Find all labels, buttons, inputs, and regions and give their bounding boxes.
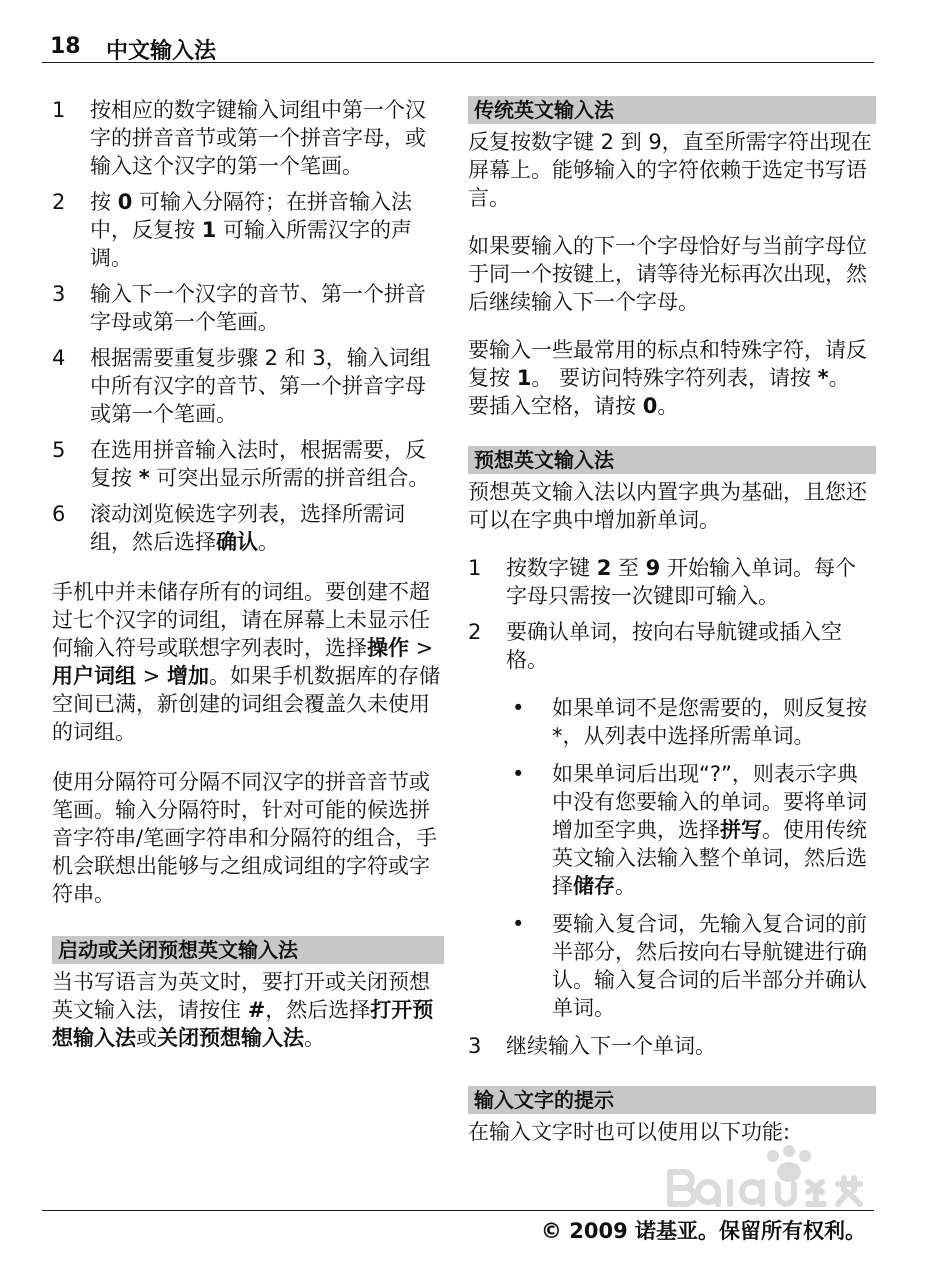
bold-term: #	[247, 998, 266, 1022]
step-number: 4	[52, 346, 66, 370]
step-text	[90, 98, 426, 178]
step-number: 1	[468, 556, 482, 580]
traditional-paragraph-2	[468, 232, 876, 316]
step-text	[90, 438, 429, 490]
list-item	[468, 618, 876, 674]
text-run: 要输入一些最常用的标点和特殊字符，请反复按	[468, 338, 867, 390]
text-run: 手机中并未储存所有的词组。要创建不超过七个汉字的词组，请在屏幕上未显示任何输入符号或联想字列表时，选择	[52, 580, 430, 660]
section-heading-predictive-toggle: 启动或关闭预想英文输入法	[52, 936, 444, 964]
list-item	[52, 344, 444, 428]
bold-term: 增加	[166, 664, 209, 688]
step-number: 5	[52, 438, 66, 462]
text-run: 可输入所需汉字的声调。	[90, 218, 412, 270]
section-heading-traditional: 传统英文输入法	[468, 96, 876, 124]
step-number: 2	[468, 620, 482, 644]
chapter-title: 中文输入法	[106, 39, 217, 64]
bold-term: 1	[516, 366, 532, 390]
separator-paragraph	[52, 768, 444, 908]
section-heading-predictive: 预想英文输入法	[468, 446, 876, 474]
copyright-text: © 2009 诺基亚。保留所有权利。	[540, 1219, 866, 1243]
text-run: 开始输入单词。每个字母只需按一次键即可输入。	[506, 556, 856, 608]
bold-term: 操作	[367, 636, 409, 660]
step-number: 3	[468, 1034, 482, 1058]
page-number: 18	[50, 34, 81, 59]
text-run: 如果单词不是您需要的，则反复按 *，从列表中选择所需单词。	[552, 696, 867, 748]
text-run: 。 要插入空格，请按	[468, 366, 850, 418]
text-run: 使用分隔符可分隔不同汉字的拼音音节或笔画。输入分隔符时，针对可能的候选拼音字符串/笔画字符串和分隔符的组合，手机会联想出能够与之组成词组的字符或字符串。	[52, 770, 438, 906]
baidu-watermark-logo	[658, 1142, 868, 1212]
bold-term: 拼写	[720, 818, 762, 842]
text-run: 或	[136, 1026, 157, 1050]
text-run: 。 要访问特殊字符列表，请按	[531, 366, 818, 390]
page-footer	[42, 1210, 874, 1243]
step-text	[506, 1034, 716, 1058]
text-run: 。使用传统英文输入法输入整个单词，然后选择	[552, 818, 867, 898]
text-run: 至	[611, 556, 646, 580]
list-item	[52, 96, 444, 180]
step-number: 2	[52, 190, 66, 214]
predictive-toggle-paragraph	[52, 968, 444, 1052]
text-run: 在输入文字时也可以使用以下功能:	[468, 1120, 791, 1144]
text-run: 预想英文输入法以内置字典为基础，且您还可以在字典中增加新单词。	[468, 480, 867, 532]
bold-term: 关闭预想输入法	[157, 1026, 304, 1050]
list-item	[468, 1032, 876, 1060]
bold-term: 9	[645, 556, 661, 580]
predictive-steps-list	[468, 554, 876, 674]
bold-term: *	[138, 466, 150, 490]
list-item	[468, 760, 876, 900]
text-run: 。如果手机数据库的存储空间已满，新创建的词组会覆盖久未使用的词组。	[52, 664, 440, 744]
text-run: 在选用拼音输入法时，根据需要，反复按	[90, 438, 426, 490]
bold-term: 1	[201, 218, 217, 242]
text-run: 要输入复合词，先输入复合词的前半部分，然后按向右导航键进行确认。输入复合词的后半部分并确认单词。	[552, 912, 867, 1020]
page-header	[42, 30, 874, 63]
text-run: 按数字键	[506, 556, 597, 580]
bold-term: 2	[596, 556, 612, 580]
section-heading-tips: 输入文字的提示	[468, 1086, 876, 1114]
text-run: 。	[657, 394, 679, 418]
text-run: 输入下一个汉字的音节、第一个拼音字母或第一个笔画。	[90, 282, 426, 334]
bold-term: 0	[117, 190, 133, 214]
step-number: 6	[52, 502, 66, 526]
step-text	[90, 282, 426, 334]
bold-term: 确认	[216, 530, 258, 554]
bullet-icon: •	[512, 912, 525, 936]
list-item	[468, 554, 876, 610]
traditional-paragraph-1	[468, 128, 876, 212]
text-run: 按	[90, 190, 118, 214]
text-run: 。	[615, 874, 636, 898]
list-item	[52, 500, 444, 556]
bullet-text	[552, 762, 867, 898]
bullet-icon: •	[512, 762, 525, 786]
step-text	[90, 502, 405, 554]
list-item	[52, 188, 444, 272]
step-text	[506, 620, 842, 672]
text-run: ，然后选择	[265, 998, 371, 1022]
text-run: 继续输入下一个单词。	[506, 1034, 716, 1058]
text-run: 根据需要重复步骤 2 和 3，输入词组中所有汉字的音节、第一个拼音字母或第一个笔画。	[90, 346, 431, 426]
text-run: 。	[258, 530, 279, 554]
bold-term: *	[817, 366, 829, 390]
text-run: >	[409, 636, 434, 660]
list-item	[468, 910, 876, 1022]
right-column	[468, 96, 876, 1146]
text-run: 反复按数字键 2 到 9，直至所需字符出现在屏幕上。能够输入的字符依赖于选定书写语言。	[468, 130, 872, 210]
text-run: 如果要输入的下一个字母恰好与当前字母位于同一个按键上，请等待光标再次出现，然后继续输入下一个字母。	[468, 234, 867, 314]
list-item	[468, 694, 876, 750]
text-run: >	[136, 664, 167, 688]
bold-term: 储存	[573, 874, 615, 898]
text-run: 如果单词后出现“?”，则表示字典中没有您要输入的单词。要将单词增加至字典，选择	[552, 762, 867, 842]
step-number: 3	[52, 282, 66, 306]
text-run: 。	[304, 1026, 325, 1050]
left-column	[52, 96, 444, 1052]
user-phrase-paragraph	[52, 578, 444, 746]
bullet-icon: •	[512, 696, 525, 720]
step-text	[90, 190, 412, 270]
text-run: 滚动浏览候选字列表，选择所需词组，然后选择	[90, 502, 405, 554]
bullet-text	[552, 696, 867, 748]
list-item	[52, 280, 444, 336]
bold-term: 打开预想输入法	[52, 998, 434, 1050]
pinyin-steps-list	[52, 96, 444, 556]
bullet-text	[552, 912, 867, 1020]
step-text	[90, 346, 431, 426]
bold-term: 0	[642, 394, 658, 418]
list-item	[52, 436, 444, 492]
text-run: 当书写语言为英文时，要打开或关闭预想英文输入法，请按住	[52, 970, 430, 1022]
text-run: 可突出显示所需的拼音组合。	[149, 466, 430, 490]
step-number: 1	[52, 98, 66, 122]
predictive-bullet-list	[468, 694, 876, 1022]
bold-term: 用户词组	[52, 664, 136, 688]
text-run: 要确认单词，按向右导航键或插入空格。	[506, 620, 842, 672]
text-run: 可输入分隔符；在拼音输入法中，反复按	[90, 190, 412, 242]
predictive-paragraph	[468, 478, 876, 534]
step-text	[506, 556, 856, 608]
text-run: 按相应的数字键输入词组中第一个汉字的拼音音节或第一个拼音字母，或输入这个汉字的第一个笔画。	[90, 98, 426, 178]
traditional-paragraph-3	[468, 336, 876, 420]
